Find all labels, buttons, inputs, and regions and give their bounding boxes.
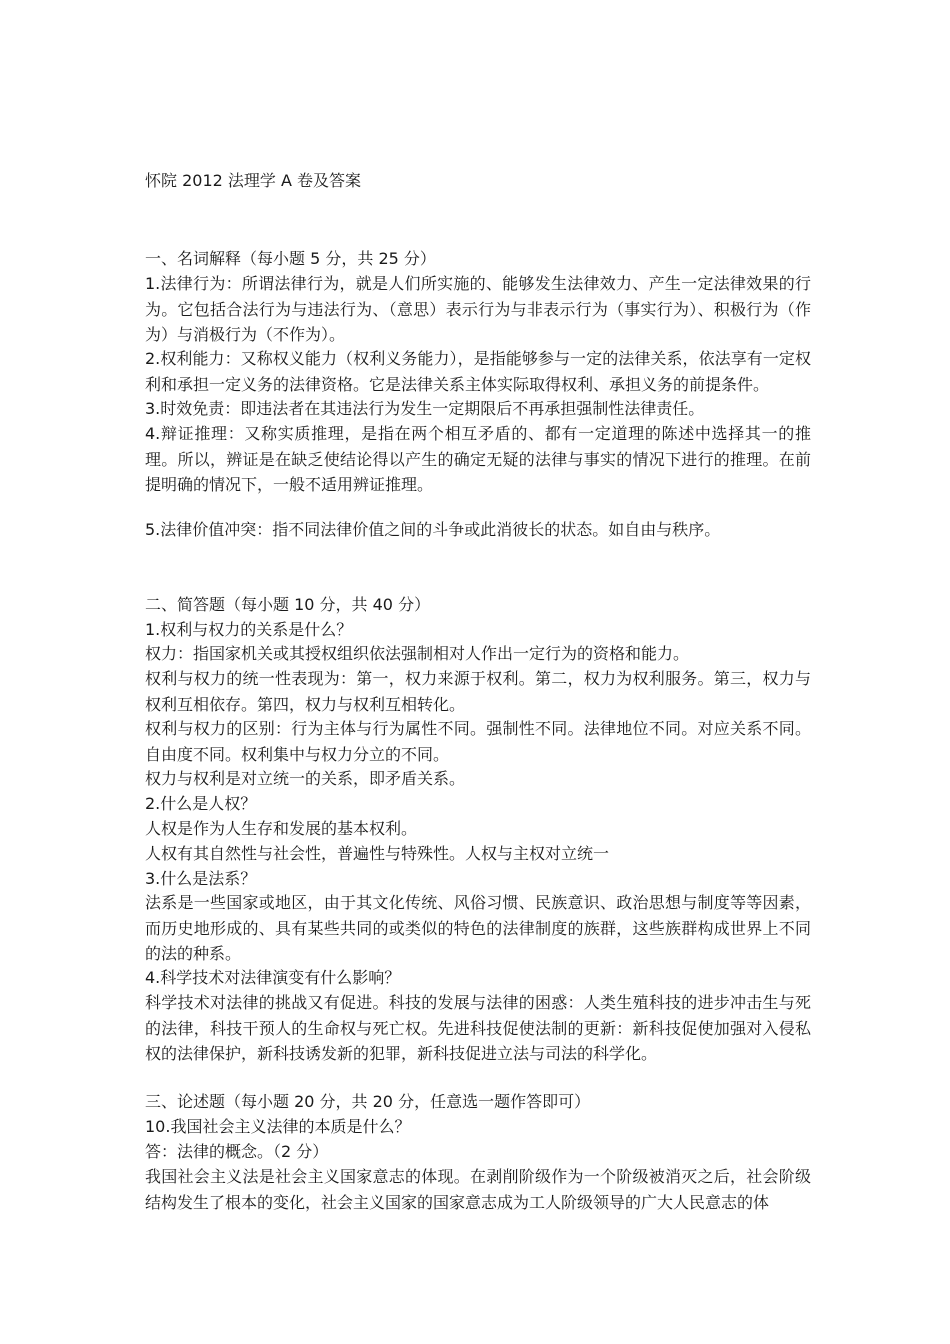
section1-item-4: 4.辩证推理：又称实质推理，是指在两个相互矛盾的、都有一定道理的陈述中选择其一的推理。所以，辨证是在缺乏使结论得以产生的确定无疑的法律与事实的情况下进行的推理。在前提明确的情况下，一般不适用辨证推理。	[145, 424, 811, 495]
section2-question-4: 4.科学技术对法律演变有什么影响？	[145, 968, 401, 987]
section2-question-1: 1.权利与权力的关系是什么？	[145, 620, 353, 639]
section1-heading: 一、名词解释（每小题 5 分，共 25 分）	[145, 249, 436, 268]
section2-answer-line: 权利与权力的区别：行为主体与行为属性不同。强制性不同。法律地位不同。对应关系不同。自由度不同。权利集中与权力分立的不同。	[145, 719, 811, 764]
section2-heading: 二、简答题（每小题 10 分，共 40 分）	[145, 595, 431, 614]
section2-answer-line: 权利与权力的统一性表现为：第一，权力来源于权利。第二，权力为权利服务。第三，权力与权利互相依存。第四，权力与权利互相转化。	[145, 669, 811, 714]
section2-question-3: 3.什么是法系？	[145, 869, 257, 888]
section1-item-3: 3.时效免责：即违法者在其违法行为发生一定期限后不再承担强制性法律责任。	[145, 399, 705, 418]
section1-item-5: 5.法律价值冲突：指不同法律价值之间的斗争或此消彼长的状态。如自由与秩序。	[145, 520, 721, 539]
section2-answer-line: 科学技术对法律的挑战又有促进。科技的发展与法律的困惑：人类生殖科技的进步冲击生与死的法律，科技干预人的生命权与死亡权。先进科技促使法制的更新：新科技促使加强对入侵私权的法律保护，新科技诱发新的犯罪，新科技促进立法与司法的科学化。	[145, 993, 811, 1064]
section1-item-1: 1.法律行为：所谓法律行为，就是人们所实施的、能够发生法律效力、产生一定法律效果的行为。它包括合法行为与违法行为、（意思）表示行为与非表示行为（事实行为）、积极行为（作为）与消极行为（不作为）。	[145, 274, 811, 345]
section3-question-10: 10.我国社会主义法律的本质是什么？	[145, 1117, 411, 1136]
section2-answer-line: 人权有其自然性与社会性，普遍性与特殊性。人权与主权对立统一	[145, 844, 610, 863]
section3-heading: 三、论述题（每小题 20 分，共 20 分，任意选一题作答即可）	[145, 1092, 591, 1111]
section1-item-2: 2.权利能力：又称权义能力（权利义务能力），是指能够参与一定的法律关系，依法享有一定权利和承担一定义务的法律资格。它是法律关系主体实际取得权利、承担义务的前提条件。	[145, 349, 811, 394]
section2-question-2: 2.什么是人权？	[145, 794, 257, 813]
section2-answer-line: 权力与权利是对立统一的关系，即矛盾关系。	[145, 769, 466, 788]
section2-answer-line: 法系是一些国家或地区，由于其文化传统、风俗习惯、民族意识、政治思想与制度等等因素，而历史地形成的、具有某些共同的或类似的特色的法律制度的族群，这些族群构成世界上不同的法的种系。	[145, 893, 811, 964]
section3-answer-line: 我国社会主义法是社会主义国家意志的体现。在剥削阶级作为一个阶级被消灭之后，社会阶级结构发生了根本的变化，社会主义国家的国家意志成为工人阶级领导的广大人民意志的体	[145, 1167, 811, 1212]
section2-answer-line: 人权是作为人生存和发展的基本权利。	[145, 819, 418, 838]
document-title: 怀院 2012 法理学 A 卷及答案	[145, 171, 362, 190]
section2-answer-line: 权力：指国家机关或其授权组织依法强制相对人作出一定行为的资格和能力。	[145, 644, 690, 663]
section3-answer-line: 答：法律的概念。（2 分）	[145, 1142, 329, 1161]
